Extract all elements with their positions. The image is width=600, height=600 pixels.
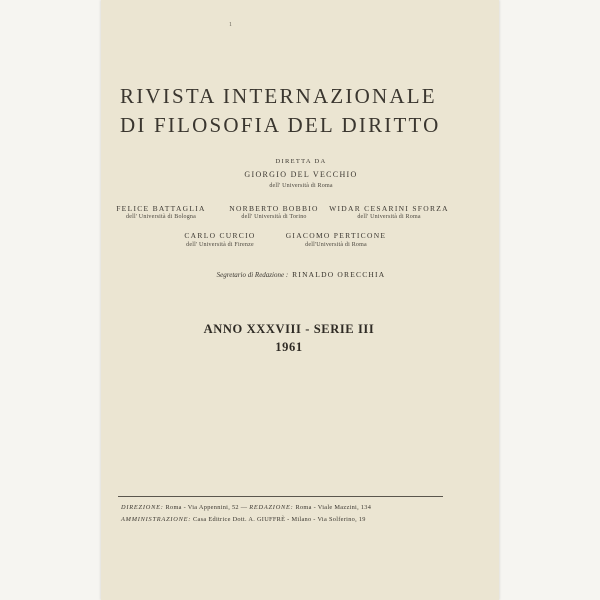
- redazione-label: REDAZIONE:: [249, 504, 294, 511]
- footer-line2: [121, 516, 366, 523]
- journal-title-line1: RIVISTA INTERNAZIONALE: [120, 84, 437, 108]
- direzione-label: DIREZIONE:: [121, 504, 164, 511]
- page-mark: 1: [229, 22, 232, 28]
- board-member-affiliation: dell' Università di Firenze: [186, 242, 254, 248]
- board-member-name: NORBERTO BOBBIO: [229, 204, 319, 213]
- amministrazione-text: Casa Editrice Dott. A. GIUFFRÈ - Milano - Via Solferino, 19: [193, 516, 366, 523]
- secretary-name: RINALDO ORECCHIA: [292, 270, 386, 279]
- journal-title-page: [101, 0, 499, 600]
- board-member-affiliation: dell'Università di Roma: [305, 242, 367, 248]
- issue-line: ANNO XXXVIII - SERIE III: [203, 322, 375, 336]
- footer-line1: [121, 504, 371, 511]
- redazione-text: Roma - Viale Mazzini, 134: [295, 504, 372, 511]
- board-member-affiliation: dell' Università di Torino: [241, 214, 307, 220]
- board-member-name: FELICE BATTAGLIA: [116, 204, 206, 213]
- editor-name: GIORGIO DEL VECCHIO: [244, 170, 358, 179]
- board-member-affiliation: dell' Università di Roma: [357, 214, 421, 220]
- editor-affiliation: dell' Università di Roma: [269, 183, 333, 189]
- board-member-name: WIDAR CESARINI SFORZA: [329, 204, 449, 213]
- board-member-name: CARLO CURCIO: [184, 231, 256, 240]
- amministrazione-label: AMMINISTRAZIONE:: [121, 516, 192, 523]
- directed-by-label: DIRETTA DA: [275, 158, 327, 165]
- secretary-label: Segretario di Redazione :: [216, 271, 289, 279]
- journal-title-line2: DI FILOSOFIA DEL DIRITTO: [120, 113, 441, 137]
- secretary-line: [217, 264, 386, 282]
- issue-year: 1961: [275, 340, 303, 354]
- footer-rule: [118, 496, 443, 497]
- board-member-affiliation: dell' Università di Bologna: [126, 214, 196, 220]
- direzione-text: Roma - Via Appennini, 52 —: [165, 504, 248, 511]
- board-member-name: GIACOMO PERTICONE: [285, 231, 387, 240]
